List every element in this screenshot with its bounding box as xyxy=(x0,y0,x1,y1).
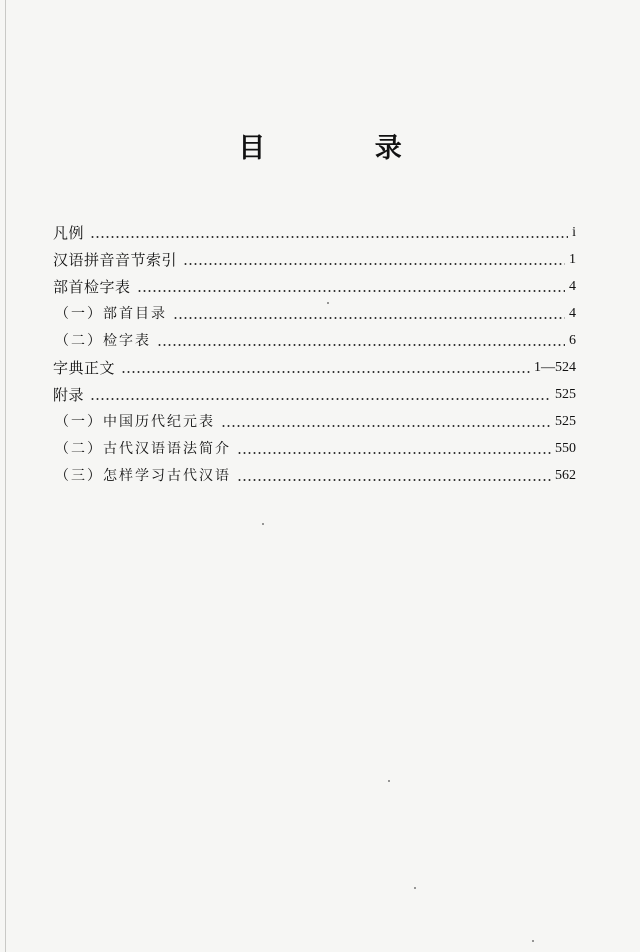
toc-entry-page: i xyxy=(572,225,576,240)
toc-entry-how-to-learn[interactable] xyxy=(53,459,576,486)
scan-speck xyxy=(327,302,329,304)
toc-entry-label: 凡例 xyxy=(53,224,85,242)
dot-leader xyxy=(221,425,551,427)
toc-entry-grammar-intro[interactable] xyxy=(53,432,576,459)
dot-leader xyxy=(90,236,568,238)
dot-leader xyxy=(237,479,551,481)
toc-entry-label: 字典正文 xyxy=(53,359,116,377)
toc-entry-page: 4 xyxy=(569,306,576,321)
dot-leader xyxy=(237,452,551,454)
toc-entry-label: 附录 xyxy=(53,386,85,404)
scan-speck xyxy=(262,523,264,525)
dot-leader xyxy=(90,398,551,400)
toc-entry-page: 1 xyxy=(569,252,576,267)
dot-leader xyxy=(121,371,530,373)
toc-entry-radical-list[interactable] xyxy=(53,297,576,324)
table-of-contents xyxy=(53,216,576,486)
toc-entry-label: （一）部首目录 xyxy=(55,306,167,322)
toc-entry-label: 部首检字表 xyxy=(53,278,131,296)
scan-speck xyxy=(388,780,390,782)
toc-entry-page: 4 xyxy=(569,279,576,294)
toc-entry-dynasty-table[interactable] xyxy=(53,405,576,432)
toc-entry-page: 525 xyxy=(555,414,576,429)
toc-entry-fanli[interactable] xyxy=(53,216,576,243)
toc-entry-label: （一）中国历代纪元表 xyxy=(55,414,215,430)
scan-speck xyxy=(414,887,416,889)
toc-entry-label: （二）检字表 xyxy=(55,333,151,349)
toc-entry-page: 6 xyxy=(569,333,576,348)
toc-entry-label: （三）怎样学习古代汉语 xyxy=(55,468,231,484)
dot-leader xyxy=(157,344,565,346)
page-title: 目 录 xyxy=(238,133,452,164)
dot-leader xyxy=(173,317,565,319)
toc-entry-page: 562 xyxy=(555,468,576,483)
dot-leader xyxy=(183,263,565,265)
dot-leader xyxy=(137,290,565,292)
toc-entry-radical-index[interactable] xyxy=(53,270,576,297)
toc-entry-label: （二）古代汉语语法简介 xyxy=(55,441,231,457)
toc-entry-page: 525 xyxy=(555,387,576,402)
toc-entry-main-text[interactable] xyxy=(53,351,576,378)
toc-entry-pinyin-index[interactable] xyxy=(53,243,576,270)
toc-entry-appendix[interactable] xyxy=(53,378,576,405)
toc-entry-label: 汉语拼音音节索引 xyxy=(53,251,178,269)
scan-speck xyxy=(532,940,534,942)
toc-entry-page: 550 xyxy=(555,441,576,456)
toc-entry-page: 1—524 xyxy=(534,360,576,375)
toc-entry-character-index[interactable] xyxy=(53,324,576,351)
